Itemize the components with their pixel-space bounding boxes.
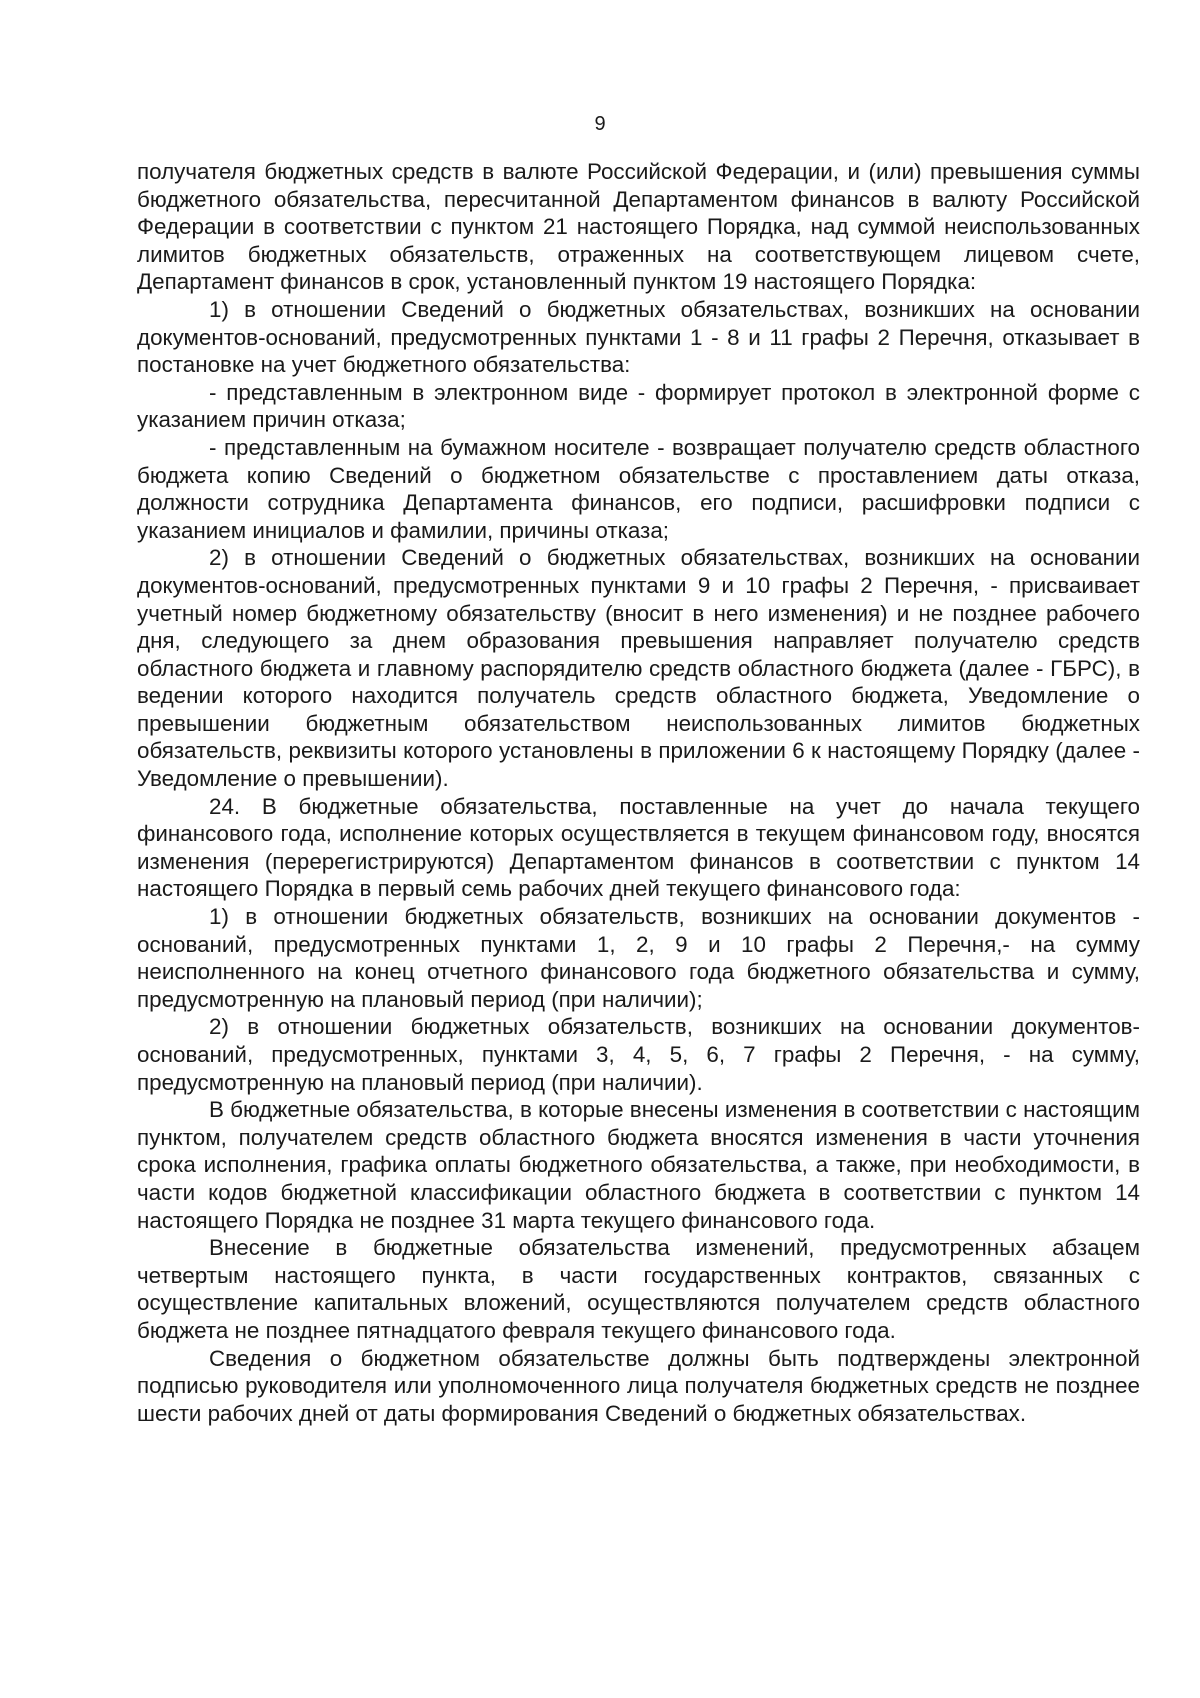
paragraph-continuation: получателя бюджетных средств в валюте Российской Федерации, и (или) превышения суммы бюджетного обязательства, пересчитанной Департаментом финансов в валюту Российской Федерации в соответствии с пунктом 21 настоящего Порядка, над суммой неиспользованных лимитов бюджетных обязательств, отраженных на соответствующем лицевом счете, Департамент финансов в срок, установленный пунктом 19 настоящего Порядка: (137, 159, 1140, 295)
paragraph-electronic-signature: Сведения о бюджетном обязательстве должны быть подтверждены электронной подписью руководителя или уполномоченного лица получателя бюджетных средств не позднее шести рабочих дней от даты формирования Сведений о бюджетных обязательствах. (137, 1345, 1140, 1426)
paragraph-dash-paper: - представленным на бумажном носителе - возвращает получателю средств областного бюджета копию Сведений о бюджетном обязательстве с проставлением даты отказа, должности сотрудника Департамента финансов, его подписи, расшифровки подписи с указанием инициалов и фамилии, причины отказа; (137, 434, 1140, 543)
document-body (137, 158, 1140, 1427)
paragraph-clause-24: 24. В бюджетные обязательства, поставленные на учет до начала текущего финансового года, исполнение которых осуществляется в текущем финансовом году, вносятся изменения (перерегистрируются) Департаментом финансов в соответствии с пунктом 14 настоящего Порядка в первый семь рабочих дней текущего финансового года: (137, 793, 1140, 902)
paragraph-clause-24-item-2: 2) в отношении бюджетных обязательств, возникших на основании документов-оснований, предусмотренных, пунктами 3, 4, 5, 6, 7 графы 2 Перечня, - на сумму, предусмотренную на плановый период (при наличии). (137, 1014, 1140, 1095)
page-number: 9 (594, 113, 606, 135)
paragraph-dash-electronic: - представленным в электронном виде - формирует протокол в электронной форме с указанием причин отказа; (137, 379, 1140, 433)
paragraph-clause-24-item-1: 1) в отношении бюджетных обязательств, возникших на основании документов - оснований, предусмотренных пунктами 1, 2, 9 и 10 графы 2 Перечня,- на сумму неисполненного на конец отчетного финансового года бюджетного обязательства и сумму, предусмотренную на плановый период (при наличии); (137, 904, 1140, 1012)
paragraph-changes: В бюджетные обязательства, в которые внесены изменения в соответствии с настоящим пунктом, получателем средств областного бюджета вносятся изменения в части уточнения срока исполнения, графика оплаты бюджетного обязательства, а также, при необходимости, в части кодов бюджетной классификации областного бюджета в соответствии с пунктом 14 настоящего Порядка не позднее 31 марта текущего финансового года. (137, 1097, 1140, 1233)
paragraph-item-1: 1) в отношении Сведений о бюджетных обязательствах, возникших на основании документов-оснований, предусмотренных пунктами 1 - 8 и 11 графы 2 Перечня, отказывает в постановке на учет бюджетного обязательства: (137, 296, 1140, 378)
paragraph-capital-investments: Внесение в бюджетные обязательства изменений, предусмотренных абзацем четвертым настоящего пункта, в части государственных контрактов, связанных с осуществление капитальных вложений, осуществляются получателем средств областного бюджета не позднее пятнадцатого февраля текущего финансового года. (137, 1235, 1140, 1343)
paragraph-item-2: 2) в отношении Сведений о бюджетных обязательствах, возникших на основании документов-оснований, предусмотренных пунктами 9 и 10 графы 2 Перечня, - присваивает учетный номер бюджетному обязательству (вносит в него изменения) и не позднее рабочего дня, следующего за днем образования превышения направляет получателю средств областного бюджета и главному распорядителю средств областного бюджета (далее - ГБРС), в ведении которого находится получатель средств областного бюджета, Уведомление о превышении бюджетным обязательством неиспользованных лимитов бюджетных обязательств, реквизиты которого установлены в приложении 6 к настоящему Порядку (далее - Уведомление о превышении). (137, 545, 1140, 792)
